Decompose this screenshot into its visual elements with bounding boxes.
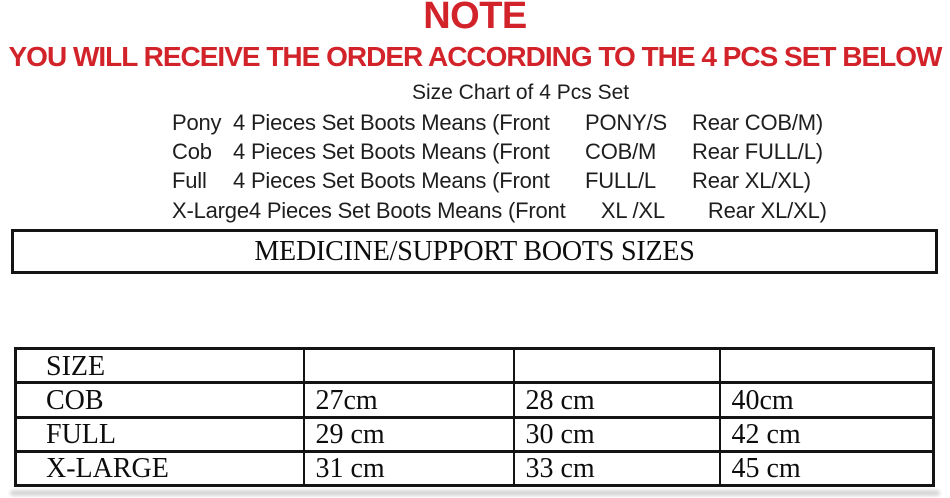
table-cell: 29 cm <box>304 417 514 451</box>
set-front-size: XL /XL <box>600 197 665 223</box>
set-description-list <box>172 108 827 226</box>
banner-title: MEDICINE/SUPPORT BOOTS SIZES <box>254 235 695 267</box>
table-cell: 42 cm <box>720 417 934 451</box>
set-rear-size: Rear FULL/L) <box>692 139 823 165</box>
set-description-row-full <box>172 167 827 196</box>
set-rear-size: Rear COB/M) <box>692 109 824 135</box>
table-cell: X-LARGE <box>16 451 304 485</box>
table-cell <box>304 349 514 383</box>
note-title: NOTE <box>423 0 527 37</box>
set-front-size: FULL/L <box>585 168 656 194</box>
size-table <box>14 347 935 487</box>
table-cell: SIZE <box>16 349 304 383</box>
table-cell: 40cm <box>720 383 934 417</box>
size-chart-heading: Size Chart of 4 Pcs Set <box>412 81 630 104</box>
set-description: 4 Pieces Set Boots Means (Front <box>233 109 550 135</box>
note-subtitle: YOU WILL RECEIVE THE ORDER ACCORDING TO THE 4 PCS SET BELOW <box>8 41 942 72</box>
set-size-name: X-Large <box>172 197 249 223</box>
set-description-row-pony <box>172 108 827 137</box>
set-description: 4 Pieces Set Boots Means (Front <box>248 197 566 223</box>
table-cell: 33 cm <box>514 451 720 485</box>
table-cell: COB <box>16 383 304 417</box>
table-cell <box>720 349 934 383</box>
set-front-size: COB/M <box>585 139 657 165</box>
medicine-boots-banner <box>11 229 938 274</box>
scan-artifact-band <box>10 490 940 496</box>
set-description: 4 Pieces Set Boots Means (Front <box>233 139 550 165</box>
table-cell: 30 cm <box>514 417 720 451</box>
table-row-cob <box>16 383 934 417</box>
set-rear-size: Rear XL/XL) <box>692 168 811 194</box>
set-size-name: Cob <box>172 139 212 165</box>
table-cell: 45 cm <box>720 451 934 485</box>
table-header-row <box>16 349 934 383</box>
table-cell <box>514 349 720 383</box>
table-cell: FULL <box>16 417 304 451</box>
set-size-name: Full <box>172 168 207 194</box>
table-row-xlarge <box>16 451 934 485</box>
table-cell: 28 cm <box>514 383 720 417</box>
set-size-name: Pony <box>172 109 222 135</box>
set-description-row-xlarge <box>172 196 827 225</box>
table-cell: 31 cm <box>304 451 514 485</box>
set-description-row-cob <box>172 137 827 166</box>
table-cell: 27cm <box>304 383 514 417</box>
table-row-full <box>16 417 934 451</box>
set-rear-size: Rear XL/XL) <box>707 197 827 223</box>
set-front-size: PONY/S <box>585 109 667 135</box>
set-description: 4 Pieces Set Boots Means (Front <box>233 168 550 194</box>
